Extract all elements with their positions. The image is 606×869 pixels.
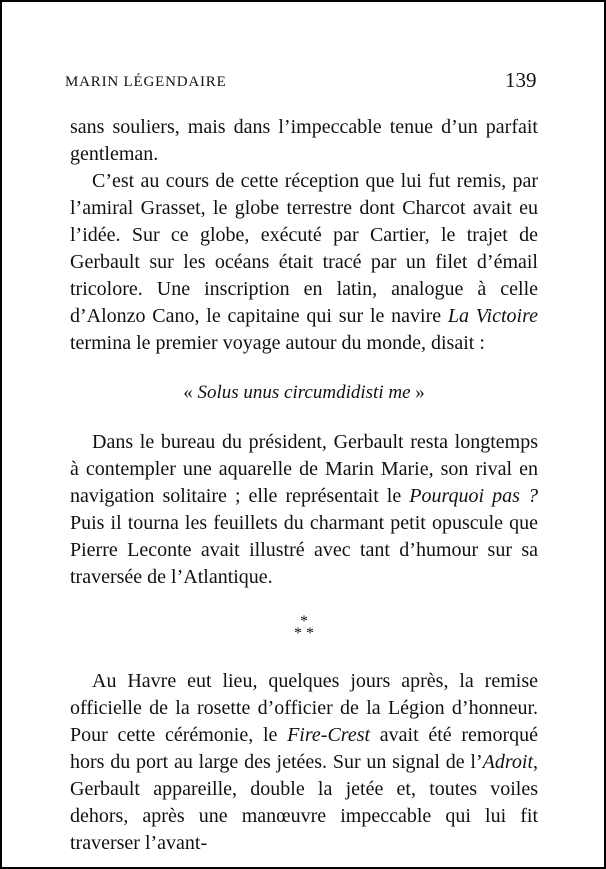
paragraph-reception	[70, 168, 538, 357]
paragraph-text: sans souliers, mais dans l’impeccable tenue d’un parfait gentleman.	[70, 116, 538, 165]
asterism-bottom: * *	[294, 625, 314, 642]
page-number: 139	[505, 68, 537, 92]
ship-name: La Victoire	[447, 305, 538, 327]
paragraph-bureau	[70, 429, 538, 591]
quote-mark-open: «	[183, 382, 198, 403]
asterism-divider	[70, 613, 538, 642]
quote-mark-close: »	[410, 382, 425, 403]
quote-text: Solus unus circumdidisti me	[197, 382, 411, 403]
paragraph-text: termina le premier voyage autour du monde, disait :	[70, 332, 485, 354]
paragraph-havre	[70, 668, 538, 857]
paragraph-text: Au Havre eut lieu, quelques jours après, la remise officielle de la rosette d’officier de la Légion d’honneur. Pour cette cérémonie, le	[70, 670, 538, 746]
paragraph-text: Dans le bureau du président, Gerbault resta longtemps à contempler une aquarelle de Marin Marie, son rival en navigation solitaire ; elle représentait le	[70, 431, 538, 507]
paragraph-continuation	[70, 114, 538, 168]
asterism-top: *	[300, 613, 308, 630]
boat-name: Adroit	[482, 751, 533, 773]
boat-name: Fire-Crest	[287, 724, 371, 746]
body-text	[70, 114, 538, 857]
paragraph-text: C’est au cours de cette réception que lui fut remis, par l’amiral Grasset, le globe terrestre dont Charcot avait eu l’idée. Sur ce globe, exécuté par Cartier, le trajet de Gerbault sur les océans était tracé par un filet d’émail tricolore. Une inscription en latin, analogue à celle d’Alonzo Cano, le capitaine qui sur le navire	[70, 170, 538, 327]
ship-name: Pourquoi pas ?	[409, 485, 538, 507]
paragraph-text: Puis il tourna les feuillets du charmant petit opuscule que Pierre Leconte avait illustré avec tant d’humour sur sa traversée de l’Atlantique.	[70, 512, 538, 588]
paragraph-text: avait été remorqué hors du port au large des jetées. Sur un signal de l’	[70, 724, 538, 773]
paragraph-text: , Gerbault appareille, double la jetée et, toutes voiles dehors, après une manœuvre impeccable qui lui fit traverser l’avant-	[70, 751, 538, 854]
running-head: MARIN LÉGENDAIRE	[65, 74, 227, 90]
latin-quote	[70, 379, 538, 406]
